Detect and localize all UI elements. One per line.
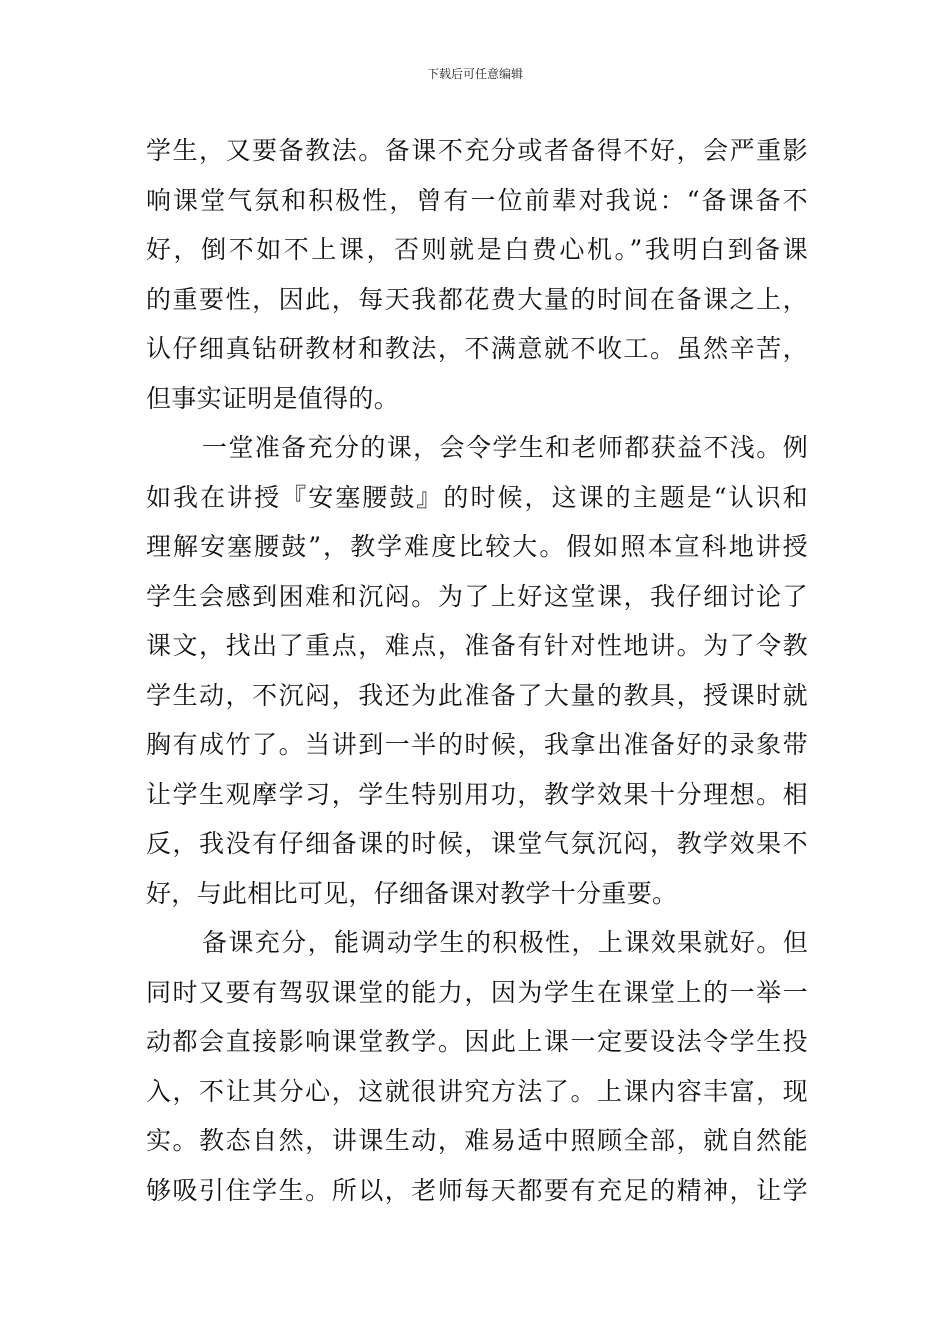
page-header: 下载后可任意编辑 xyxy=(426,67,523,81)
body-line: 胸有成竹了。当讲到一半的时候，我拿出准备好的录象带 xyxy=(146,730,808,759)
body-line: 实。教态自然，讲课生动，难易适中照顾全部，就自然能 xyxy=(146,1126,808,1155)
body-line: 认仔细真钻研教材和教法，不满意就不收工。虽然辛苦， xyxy=(146,334,808,363)
body-line: 备课充分，能调动学生的积极性，上课效果就好。但 xyxy=(202,928,808,957)
body-line: 课文，找出了重点，难点，准备有针对性地讲。为了令教 xyxy=(146,631,808,660)
body-line: 反，我没有仔细备课的时候，课堂气氛沉闷，教学效果不 xyxy=(146,829,808,858)
body-line: 动都会直接影响课堂教学。因此上课一定要设法令学生投 xyxy=(146,1027,808,1056)
body-line: 入，不让其分心，这就很讲究方法了。上课内容丰富，现 xyxy=(146,1076,808,1106)
body-line: 学生动，不沉闷，我还为此准备了大量的教具，授课时就 xyxy=(146,680,808,710)
body-line: 学生会感到困难和沉闷。为了上好这堂课，我仔细讨论了 xyxy=(146,581,808,611)
body-text xyxy=(146,126,808,1215)
body-line: 理解安塞腰鼓”，教学难度比较大。假如照本宣科地讲授 xyxy=(146,532,808,561)
body-line: 同时又要有驾驭课堂的能力，因为学生在课堂上的一举一 xyxy=(146,977,808,1007)
body-line: 够吸引住学生。所以，老师每天都要有充足的精神，让学 xyxy=(146,1175,808,1205)
body-line: 但事实证明是值得的。 xyxy=(146,383,400,413)
body-line: 好，倒不如不上课，否则就是白费心机。”我明白到备课 xyxy=(146,235,808,264)
body-line: 如我在讲授『安塞腰鼓』的时候，这课的主题是“认识和 xyxy=(146,482,808,512)
body-line: 好，与此相比可见，仔细备课对教学十分重要。 xyxy=(146,878,678,908)
body-line: 一堂准备充分的课，会令学生和老师都获益不浅。例 xyxy=(202,433,808,462)
body-line: 的重要性，因此，每天我都花费大量的时间在备课之上， xyxy=(146,284,808,314)
body-line: 响课堂气氛和积极性，曾有一位前辈对我说：“备课备不 xyxy=(146,185,808,215)
body-line: 学生，又要备教法。备课不充分或者备得不好，会严重影 xyxy=(146,136,808,165)
body-line: 让学生观摩学习，学生特别用功，教学效果十分理想。相 xyxy=(146,779,808,809)
